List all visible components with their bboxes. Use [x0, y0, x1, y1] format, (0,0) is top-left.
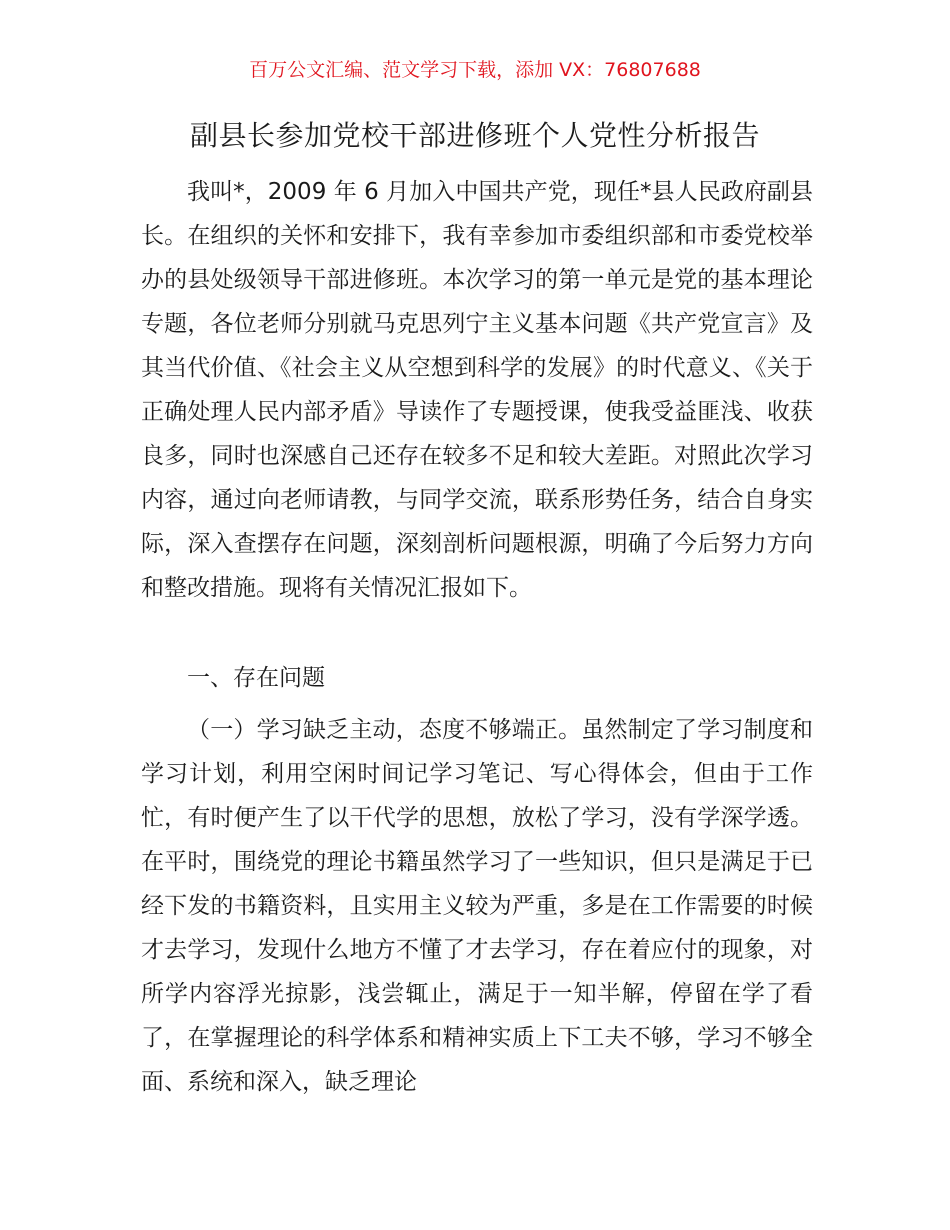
section-paragraph: （一）学习缺乏主动，态度不够端正。虽然制定了学习制度和学习计划，利用空闲时间记学习笔记、写心得体会，但由于工作忙，有时便产生了以干代学的思想，放松了学习，没有学深学透。在平时，围绕党的理论书籍虽然学习了一些知识，但只是满足于已经下发的书籍资料，且实用主义较为严重，多是在工作需要的时候才去学习，发现什么地方不懂了才去学习，存在着应付的现象，对所学内容浮光掠影，浅尝辄止，满足于一知半解，停留在学了看了，在掌握理论的科学体系和精神实质上下工夫不够，学习不够全面、系统和深入，缺乏理论	[141, 717, 813, 1095]
intro-paragraph: 我叫*，2009 年 6 月加入中国共产党，现任*县人民政府副县长。在组织的关怀和安排下，我有幸参加市委组织部和市委党校举办的县处级领导干部进修班。本次学习的第一单元是党的基本理论专题，各位老师分别就马克思列宁主义基本问题《共产党宣言》及其当代价值、《社会主义从空想到科学的发展》的时代意义、《关于正确处理人民内部矛盾》导读作了专题授课，使我受益匪浅、收获良多，同时也深感自己还存在较多不足和较大差距。对照此次学习内容，通过向老师请教，与同学交流，联系形势任务，结合自身实际，深入查摆存在问题，深刻剖析问题根源，明确了今后努力方向和整改措施。现将有关情况汇报如下。	[141, 179, 813, 601]
document-title: 副县长参加党校干部进修班个人党性分析报告	[189, 119, 760, 152]
watermark-text: 百万公文汇编、范文学习下载，添加 VX：76807688	[249, 59, 701, 81]
section-heading: 一、存在问题	[187, 665, 325, 691]
